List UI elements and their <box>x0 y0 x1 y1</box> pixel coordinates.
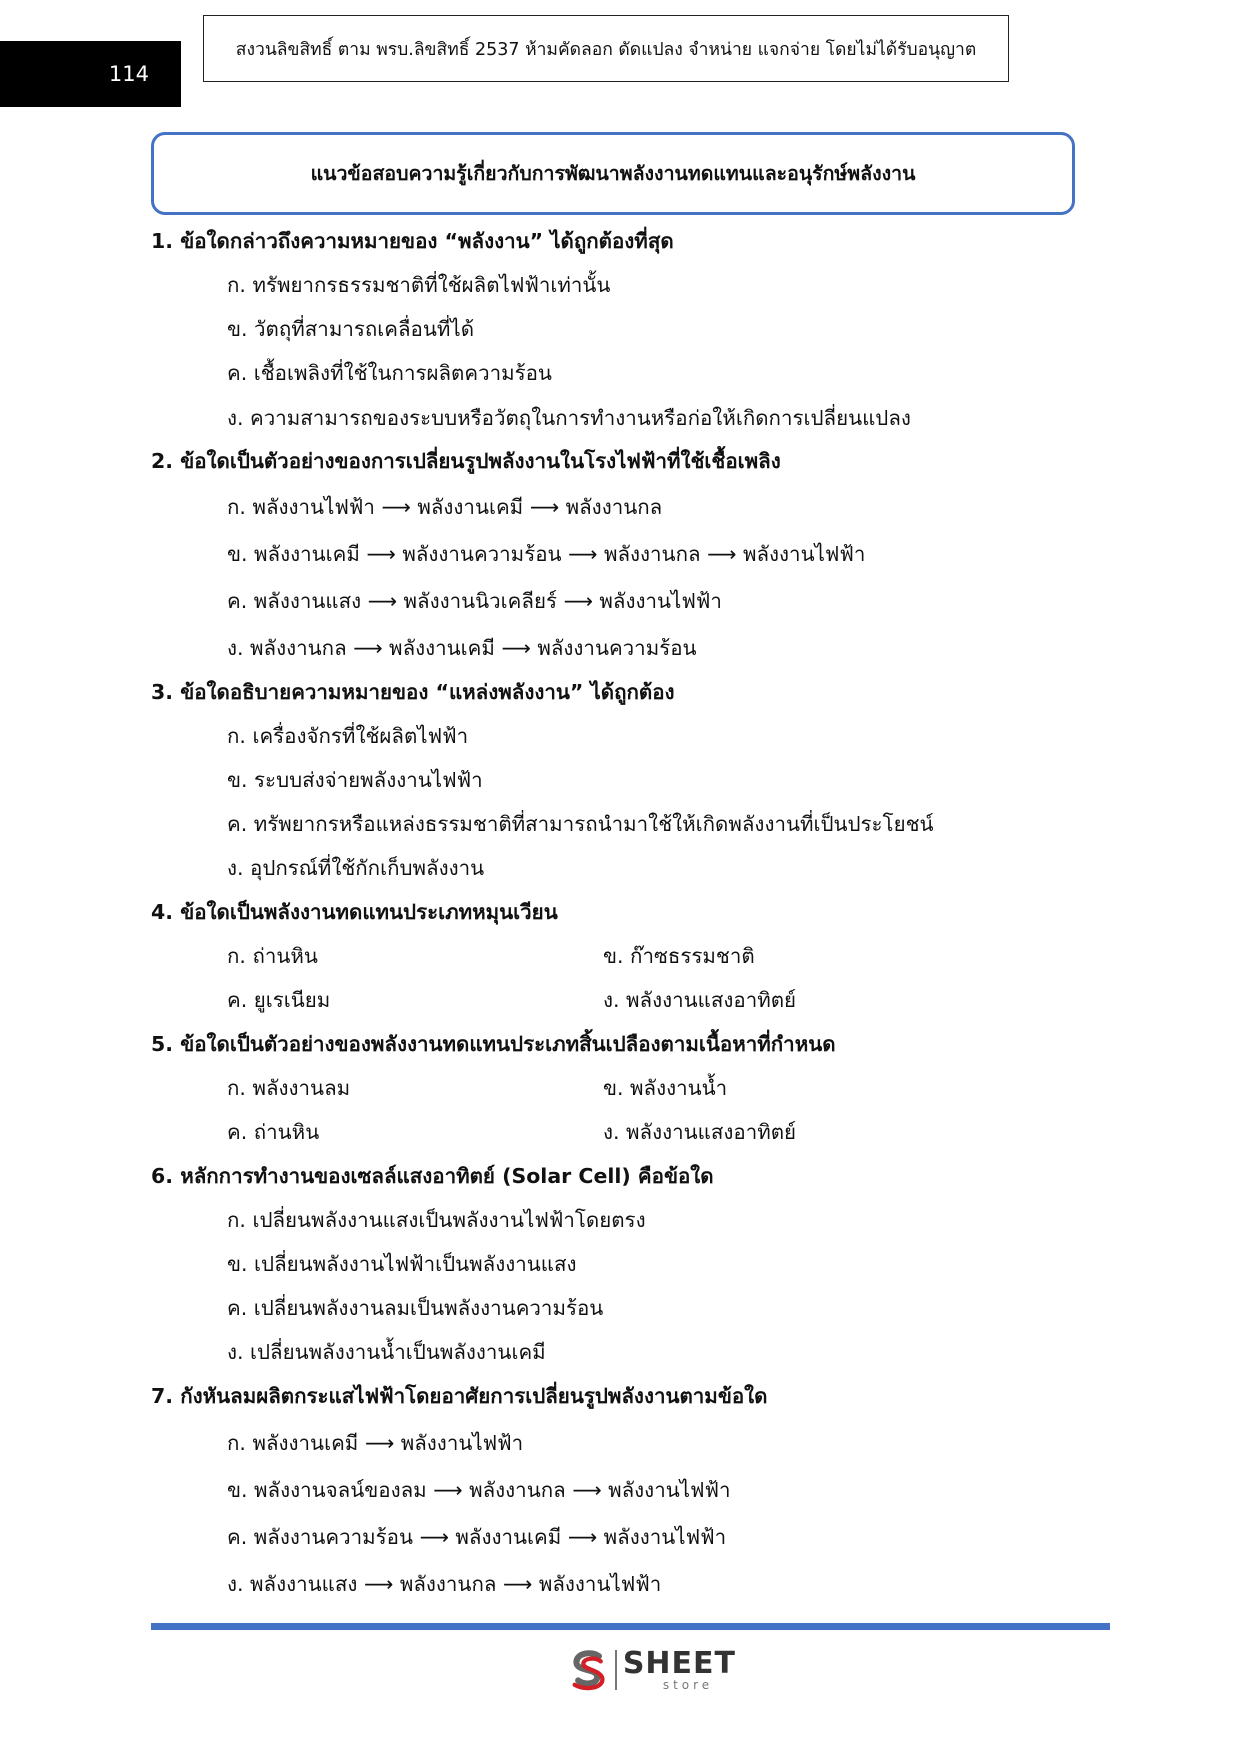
q4-option-c: ค. ยูเรเนียม <box>227 988 331 1012</box>
q2-option-d: ง. พลังงานกล ⟶ พลังงานเคมี ⟶ พลังงานความร้อน <box>227 636 697 660</box>
page-number: 114 <box>0 41 181 107</box>
q3-option-a: ก. เครื่องจักรที่ใช้ผลิตไฟฟ้า <box>227 724 469 748</box>
q3-option-d: ง. อุปกรณ์ที่ใช้กักเก็บพลังงาน <box>227 856 485 880</box>
question-7: 7. กังหันลมผลิตกระแสไฟฟ้าโดยอาศัยการเปลี่ยนรูปพลังงานตามข้อใด <box>151 1384 768 1408</box>
q5-option-c: ค. ถ่านหิน <box>227 1120 320 1144</box>
q7-option-a: ก. พลังงานเคมี ⟶ พลังงานไฟฟ้า <box>227 1431 524 1455</box>
footer-divider <box>151 1623 1110 1630</box>
q5-option-d: ง. พลังงานแสงอาทิตย์ <box>603 1120 797 1144</box>
q2-option-c: ค. พลังงานแสง ⟶ พลังงานนิวเคลียร์ ⟶ พลังงานไฟฟ้า <box>227 589 722 613</box>
logo-subtext: store <box>662 1678 714 1692</box>
q5-option-a: ก. พลังงานลม <box>227 1076 351 1100</box>
q4-option-a: ก. ถ่านหิน <box>227 944 318 968</box>
q6-option-d: ง. เปลี่ยนพลังงานน้ำเป็นพลังงานเคมี <box>227 1340 546 1364</box>
q1-option-b: ข. วัตถุที่สามารถเคลื่อนที่ได้ <box>227 317 475 341</box>
sheet-store-logo <box>566 1642 736 1698</box>
q1-option-c: ค. เชื้อเพลิงที่ใช้ในการผลิตความร้อน <box>227 361 552 385</box>
q4-option-b: ข. ก๊าซธรรมชาติ <box>603 944 755 968</box>
sheet-store-logo-icon <box>566 1644 611 1696</box>
q6-option-c: ค. เปลี่ยนพลังงานลมเป็นพลังงานความร้อน <box>227 1296 604 1320</box>
q4-option-d: ง. พลังงานแสงอาทิตย์ <box>603 988 797 1012</box>
copyright-notice: สงวนลิขสิทธิ์ ตาม พรบ.ลิขสิทธิ์ 2537 ห้ามคัดลอก ดัดแปลง จำหน่าย แจกจ่าย โดยไม่ได้รับอนุญาต <box>203 15 1009 82</box>
q6-option-b: ข. เปลี่ยนพลังงานไฟฟ้าเป็นพลังงานแสง <box>227 1252 577 1276</box>
question-4: 4. ข้อใดเป็นพลังงานทดแทนประเภทหมุนเวียน <box>151 900 558 924</box>
question-6: 6. หลักการทำงานของเซลล์แสงอาทิตย์ (Solar Cell) คือข้อใด <box>151 1164 714 1188</box>
question-5: 5. ข้อใดเป็นตัวอย่างของพลังงานทดแทนประเภทสิ้นเปลืองตามเนื้อหาที่กำหนด <box>151 1032 836 1056</box>
q1-option-d: ง. ความสามารถของระบบหรือวัตถุในการทำงานหรือก่อให้เกิดการเปลี่ยนแปลง <box>227 406 911 430</box>
q5-option-b: ข. พลังงานน้ำ <box>603 1076 728 1100</box>
logo-wordmark: SHEET <box>622 1646 736 1681</box>
logo-separator <box>615 1650 617 1690</box>
q7-option-c: ค. พลังงานความร้อน ⟶ พลังงานเคมี ⟶ พลังงานไฟฟ้า <box>227 1525 727 1549</box>
question-3: 3. ข้อใดอธิบายความหมายของ “แหล่งพลังงาน” ได้ถูกต้อง <box>151 680 675 704</box>
q3-option-b: ข. ระบบส่งจ่ายพลังงานไฟฟ้า <box>227 768 483 792</box>
q7-option-b: ข. พลังงานจลน์ของลม ⟶ พลังงานกล ⟶ พลังงานไฟฟ้า <box>227 1478 731 1502</box>
q3-option-c: ค. ทรัพยากรหรือแหล่งธรรมชาติที่สามารถนำมาใช้ให้เกิดพลังงานที่เป็นประโยชน์ <box>227 812 934 836</box>
q7-option-d: ง. พลังงานแสง ⟶ พลังงานกล ⟶ พลังงานไฟฟ้า <box>227 1572 662 1596</box>
q1-option-a: ก. ทรัพยากรธรรมชาติที่ใช้ผลิตไฟฟ้าเท่านั้น <box>227 273 611 297</box>
question-1: 1. ข้อใดกล่าวถึงความหมายของ “พลังงาน” ได้ถูกต้องที่สุด <box>151 229 674 253</box>
q2-option-b: ข. พลังงานเคมี ⟶ พลังงานความร้อน ⟶ พลังงานกล ⟶ พลังงานไฟฟ้า <box>227 542 866 566</box>
q2-option-a: ก. พลังงานไฟฟ้า ⟶ พลังงานเคมี ⟶ พลังงานกล <box>227 495 663 519</box>
q6-option-a: ก. เปลี่ยนพลังงานแสงเป็นพลังงานไฟฟ้าโดยตรง <box>227 1208 646 1232</box>
section-title: แนวข้อสอบความรู้เกี่ยวกับการพัฒนาพลังงานทดแทนและอนุรักษ์พลังงาน <box>151 132 1075 215</box>
question-2: 2. ข้อใดเป็นตัวอย่างของการเปลี่ยนรูปพลังงานในโรงไฟฟ้าที่ใช้เชื้อเพลิง <box>151 449 781 473</box>
